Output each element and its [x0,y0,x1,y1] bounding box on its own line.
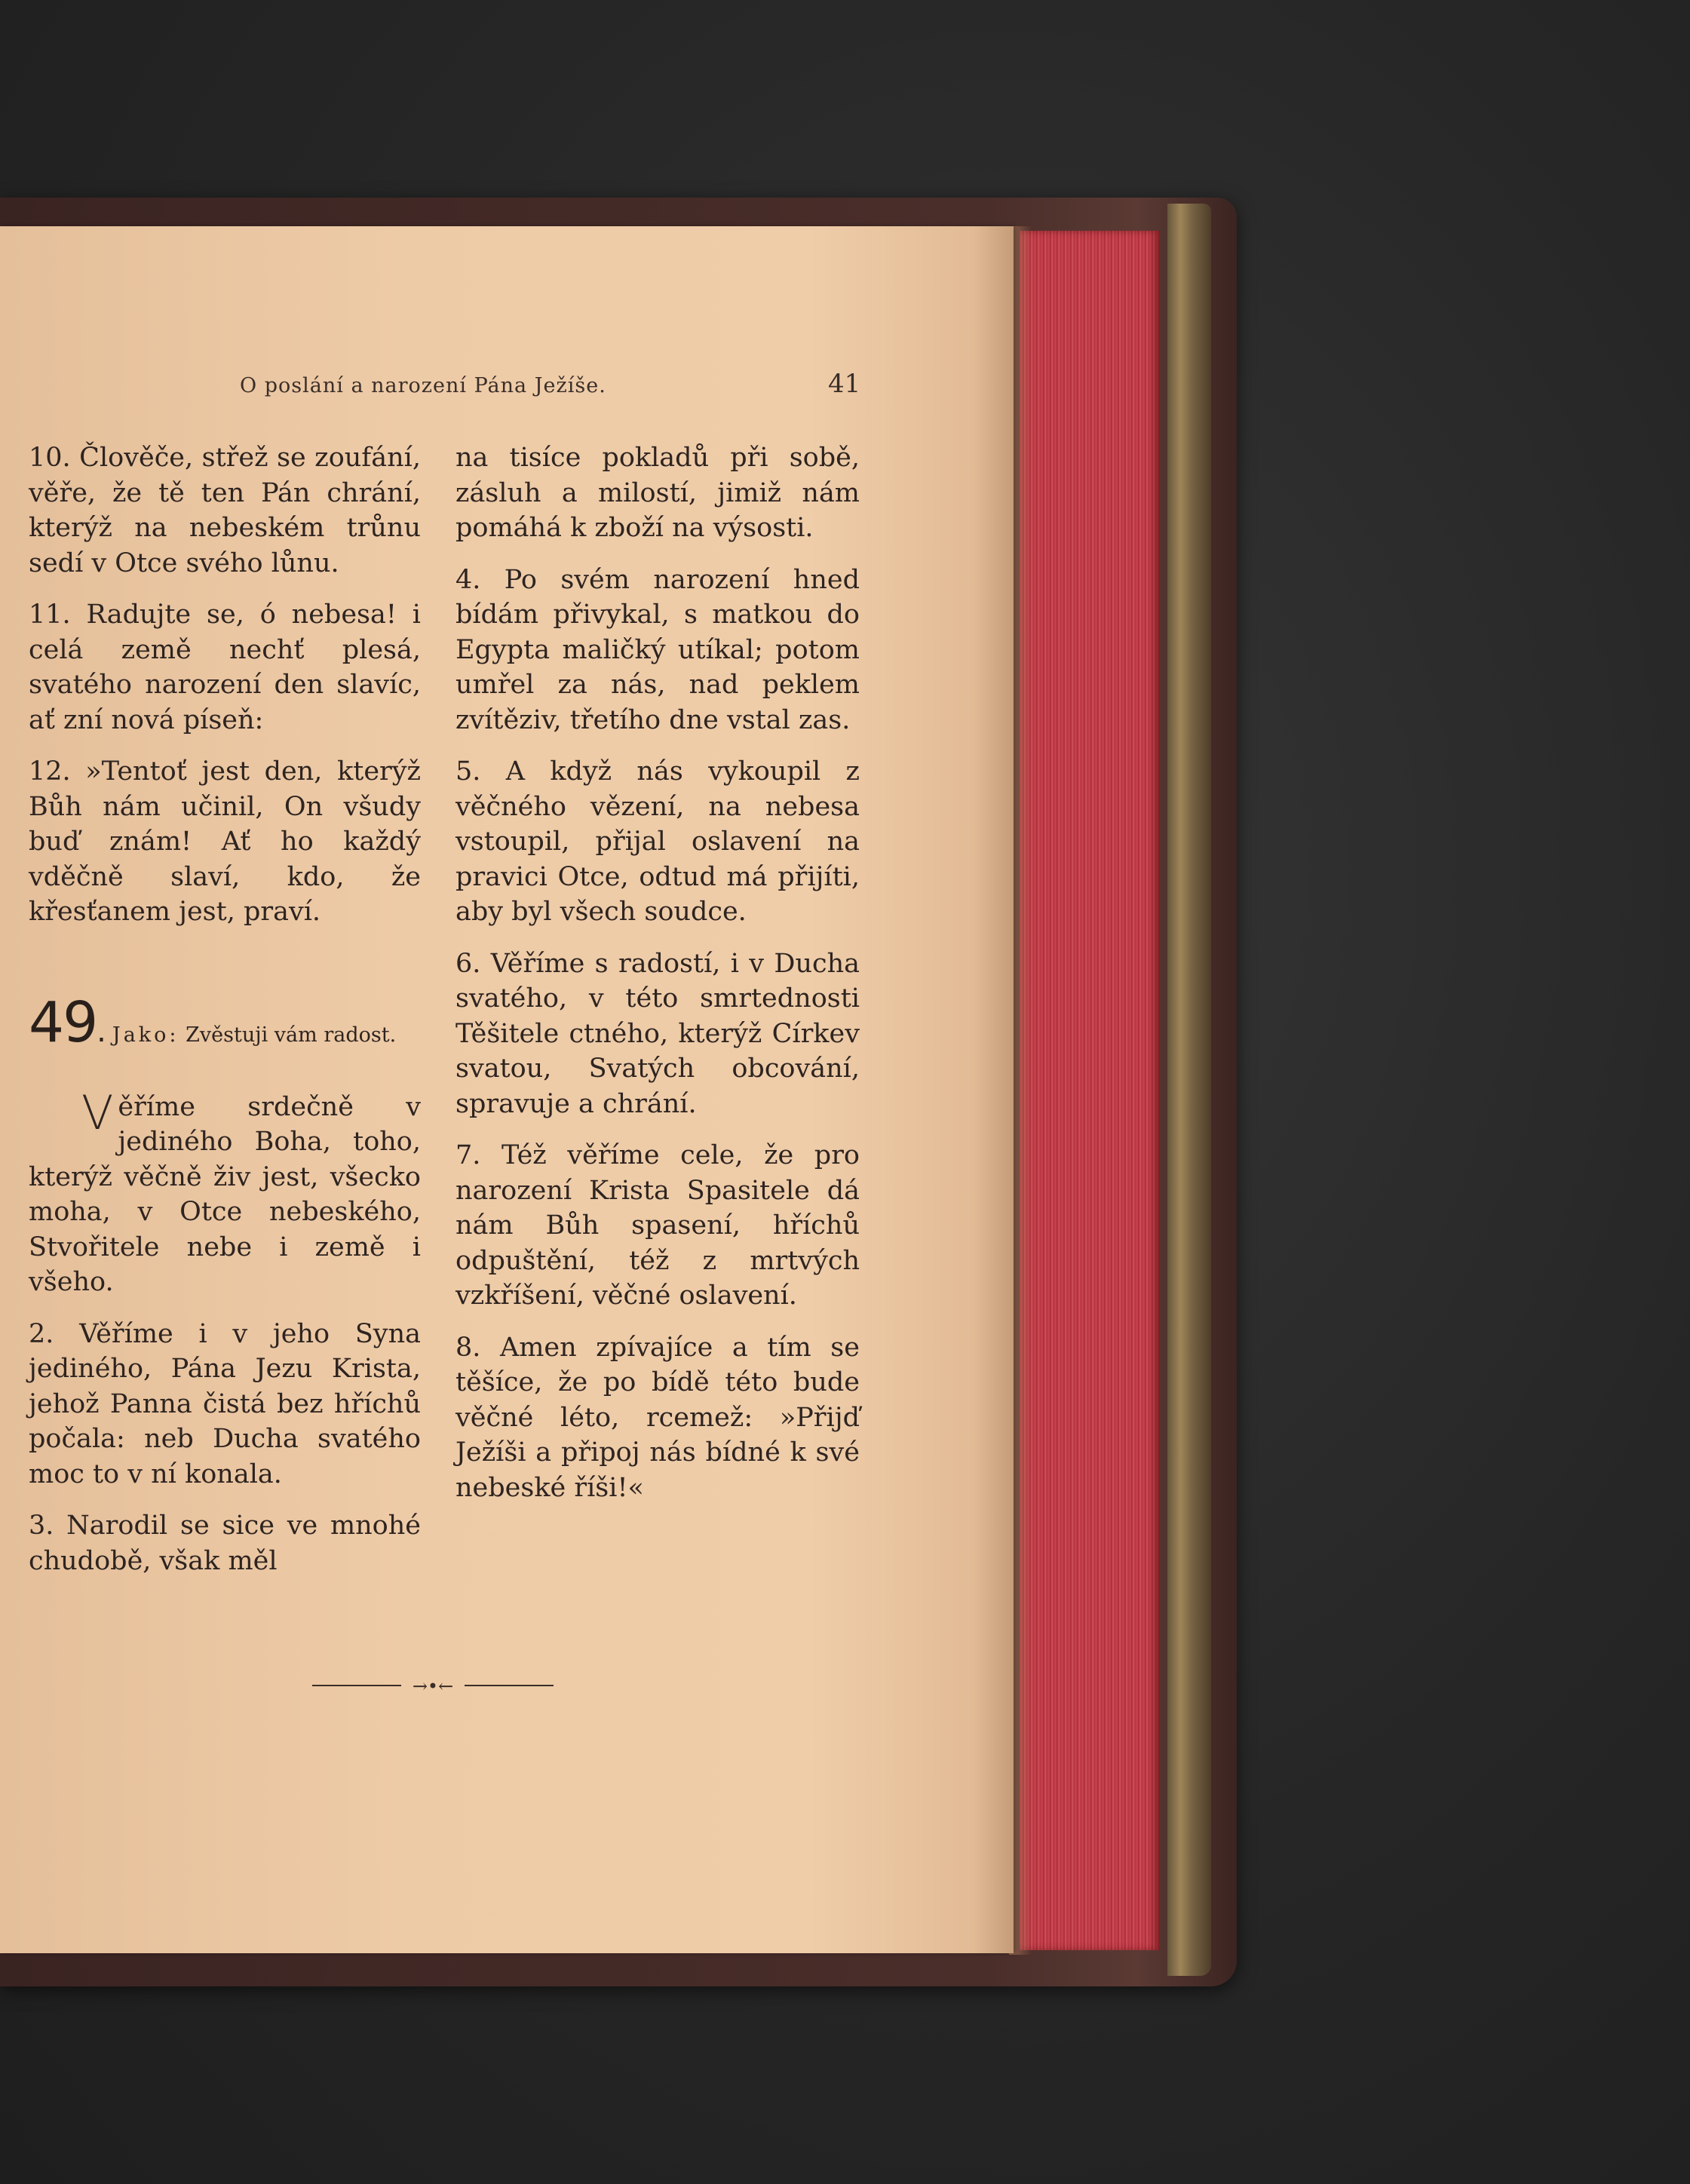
verse-11: 11. Radujte se, ó nebesa! i celá země nechť plesá, svatého narození den slavíc, ať zní nová píseň: [29,600,421,735]
verse-3: 3. Narodil se sice ve mnohé chudobě, však měl [29,1511,421,1576]
hymn-tune-line [112,1018,396,1054]
hymn-number-dot: . [97,1014,105,1049]
drop-initial: V [81,1084,114,1140]
hymn-tune-label: Jako: [112,1023,179,1047]
ornament-rule-right [465,1685,554,1686]
verse-3-continued: na tisíce pokladů při sobě, zásluh a milostí, jimiž nám pomáhá k zboží na výsosti. [455,443,860,543]
verse-6: 6. Věříme s radostí, i v Ducha svatého, v této smrtednosti Těšitele ctného, kterýž Církev svatou, Svatých obcování, spravuje a chrání. [455,948,860,1119]
red-page-edges [1020,231,1159,1950]
verse-8: 8. Amen zpívajíce a tím se těšíce, že po bídě této bude věčné léto, rcemež: »Přijď Ježíši a připoj nás bídné k své nebeské říši!« [455,1332,860,1503]
verse-5: 5. A když nás vykoupil z věčného vězení, na nebesa vstoupil, přijal oslavení na pravici Otce, odtud má přijíti, aby byl všech soudce. [455,756,860,927]
left-column [29,440,421,1595]
verse-10: 10. Člověče, střež se zoufání, věře, že tě ten Pán chrání, kterýž na nebeském trůnu sedí v Otce svého lůnu. [29,443,421,578]
verse-2: 2. Věříme i v jeho Syna jediného, Pána Jezu Krista, jehož Panna čistá bez hříchů počala: neb Ducha svatého moc to v ní konala. [29,1318,421,1489]
verse-1-text: ěříme srdečně v jediného Boha, toho, kterýž věčně živ jest, všecko moha, v Otce nebeského, Stvořitele nebe i země i všeho. [29,1091,421,1297]
hymn-heading [29,989,421,1060]
verse-12: 12. »Tentoť jest den, kterýž Bůh nám učinil, On všudy buď znám! Ať ho každý vděčně slaví, kdo, že křesťanem jest, praví. [29,756,421,927]
right-column [455,440,860,1522]
ornament-rule-left [312,1685,401,1686]
running-head: O poslání a narození Pána Ježíše. [240,374,606,397]
end-ornament [312,1674,554,1697]
verse-4: 4. Po svém narození hned bídám přivykal, s matkou do Egypta maličký utíkal; potom umřel za nás, nad peklem zvítěziv, třetího dne vstal zas. [455,564,860,735]
verse-1 [29,1084,421,1300]
ornament-glyph: →•← [412,1676,454,1697]
verse-7: 7. Též věříme cele, že pro narození Krista Spasitele dá nám Bůh spasení, hříchů odpuštění, též z mrtvých vzkříšení, věčné oslavení. [455,1140,860,1311]
page-number: 41 [828,369,861,399]
cover-gilt-edge [1167,204,1211,1976]
hymn-number: 49 [29,989,97,1055]
hymn-tune-name: Zvěstuji vám radost. [186,1023,397,1047]
